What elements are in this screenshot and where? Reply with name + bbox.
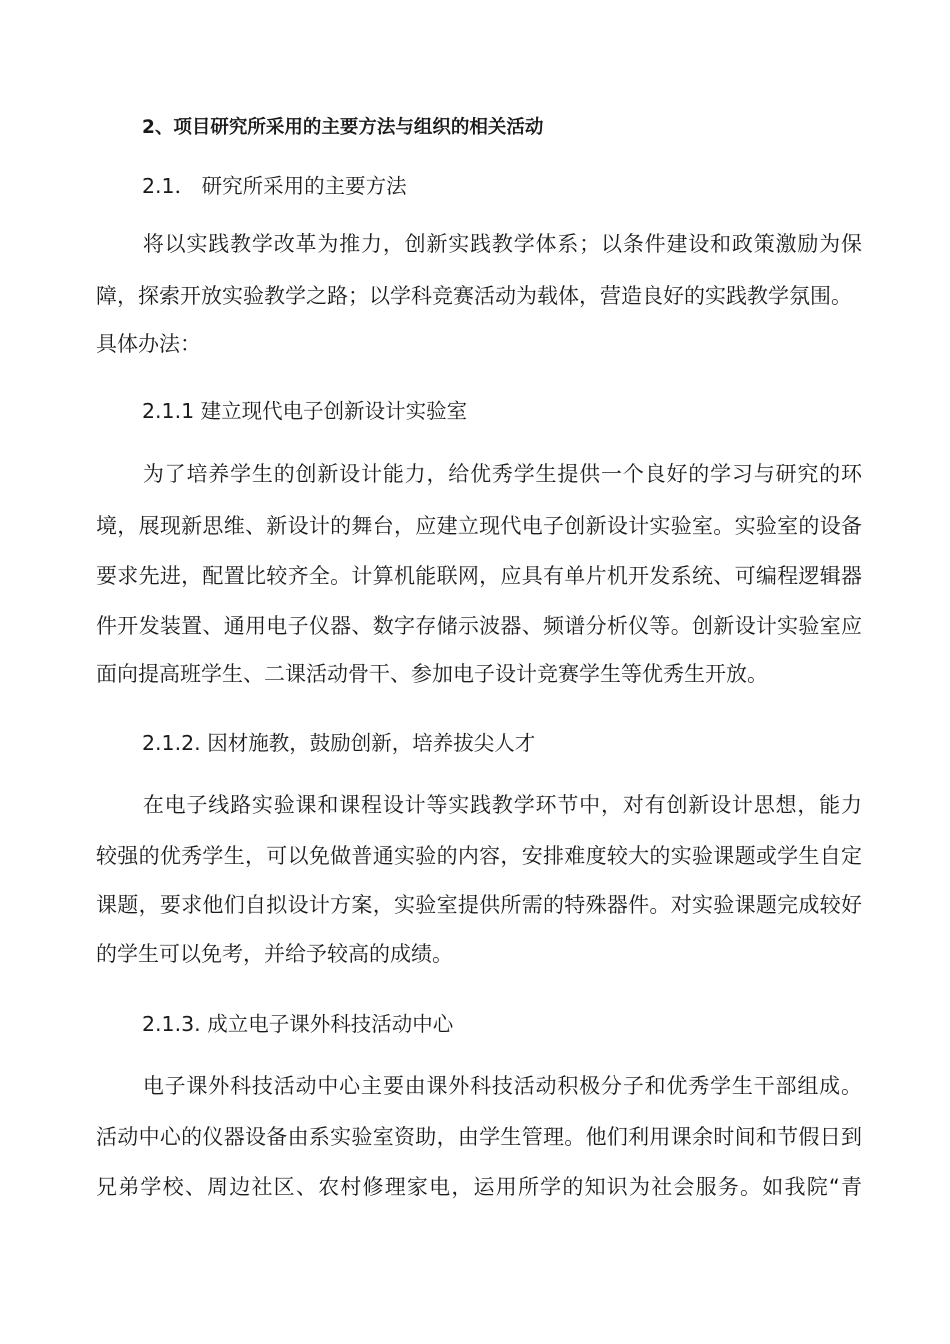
paragraph-line: 具体办法： (96, 332, 201, 356)
paragraph-line: 的学生可以免考，并给予较高的成绩。 (96, 942, 453, 966)
paragraph-line: 障，探索开放实验教学之路；以学科竞赛活动为载体，营造良好的实践教学氛围。 (96, 284, 852, 308)
paragraph-line: 面向提高班学生、二课活动骨干、参加电子设计竞赛学生等优秀生开放。 (96, 662, 768, 686)
paragraph-line: 要求先进，配置比较齐全。计算机能联网，应具有单片机开发系统、可编程逻辑器 (96, 564, 862, 588)
document-title: 2、项目研究所采用的主要方法与组织的相关活动 (142, 117, 544, 138)
paragraph-line: 课题，要求他们自拟设计方案，实验室提供所需的特殊器件。对实验课题完成较好 (96, 893, 862, 917)
section-heading-2-1-1: 2.1.1 建立现代电子创新设计实验室 (142, 399, 468, 423)
paragraph-line: 兄弟学校、周边社区、农村修理家电，运用所学的知识为社会服务。如我院“青 (96, 1175, 862, 1199)
paragraph-line: 件开发装置、通用电子仪器、数字存储示波器、频谱分析仪等。创新设计实验室应 (96, 614, 862, 638)
paragraph-line: 较强的优秀学生，可以免做普通实验的内容，安排难度较大的实验课题或学生自定 (96, 844, 862, 868)
paragraph-line: 电子课外科技活动中心主要由课外科技活动积极分子和优秀学生干部组成。 (142, 1074, 862, 1098)
section-heading-2-1: 2.1． 研究所采用的主要方法 (142, 174, 407, 198)
paragraph-line: 境，展现新思维、新设计的舞台，应建立现代电子创新设计实验室。实验室的设备 (96, 514, 862, 538)
paragraph-line: 为了培养学生的创新设计能力，给优秀学生提供一个良好的学习与研究的环 (142, 462, 862, 486)
section-heading-2-1-2: 2.1.2. 因材施教，鼓励创新，培养拔尖人才 (142, 731, 536, 755)
paragraph-line: 活动中心的仪器设备由系实验室资助，由学生管理。他们利用课余时间和节假日到 (96, 1125, 862, 1149)
section-heading-2-1-3: 2.1.3. 成立电子课外科技活动中心 (142, 1012, 454, 1036)
paragraph-line: 在电子线路实验课和课程设计等实践教学环节中，对有创新设计思想，能力 (142, 793, 862, 817)
paragraph-line: 将以实践教学改革为推力，创新实践教学体系；以条件建设和政策激励为保 (142, 232, 862, 256)
